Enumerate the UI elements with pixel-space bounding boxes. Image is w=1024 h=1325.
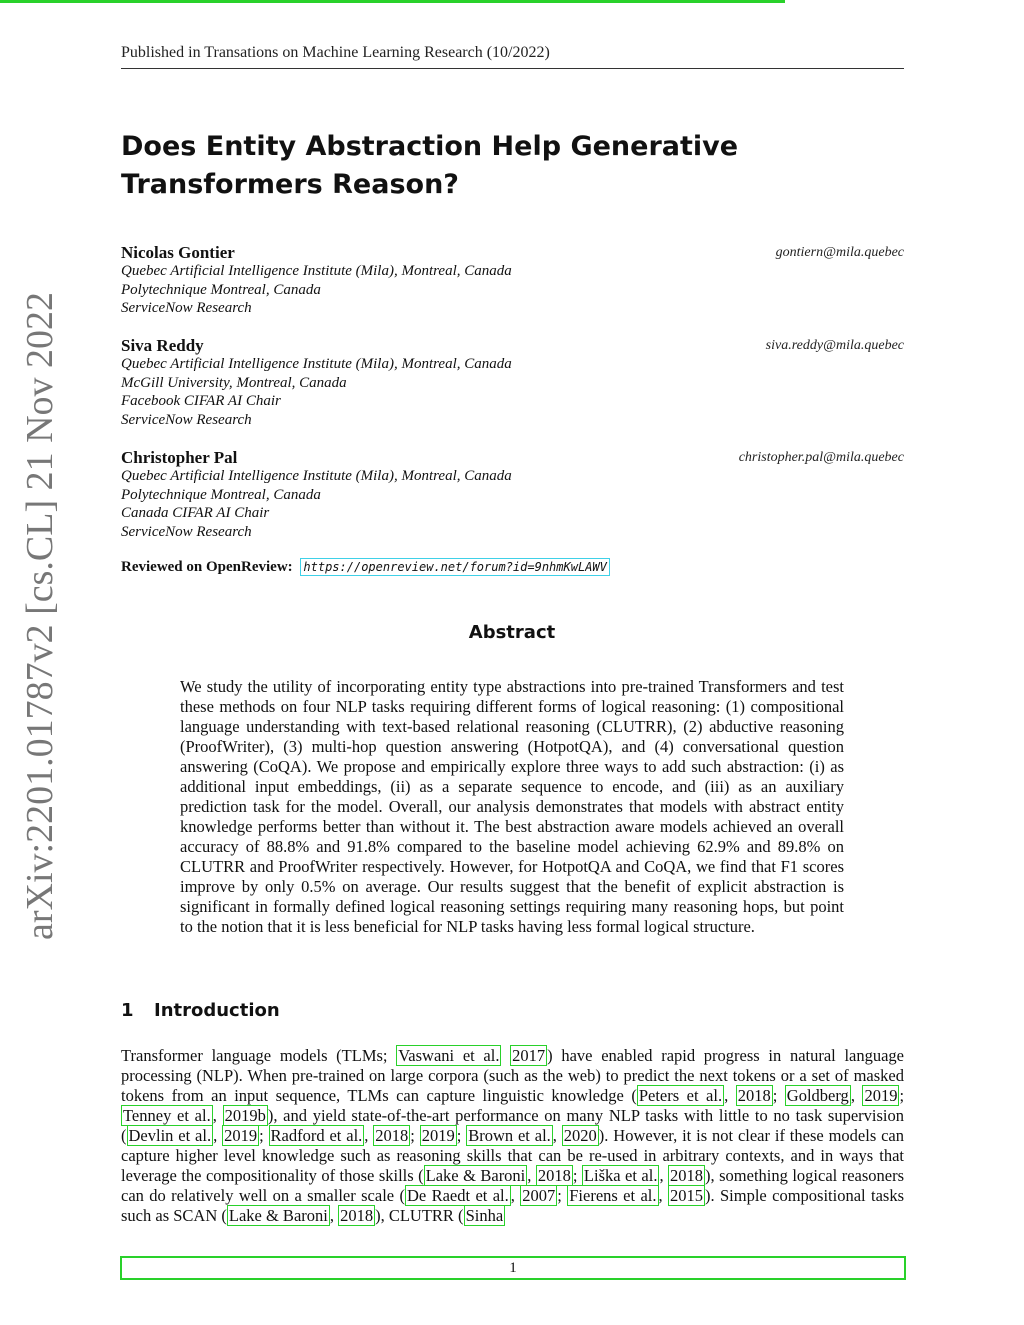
intro-text: ), something logical reasoners can do relatively well on a smaller scale ( xyxy=(121,1166,905,1205)
citation-link[interactable]: 2018 xyxy=(537,1166,571,1185)
citation-link[interactable]: 2019 xyxy=(421,1126,455,1145)
author-affiliation: Facebook CIFAR AI Chair xyxy=(121,393,281,409)
intro-paragraph: Transformer language models (TLMs; Vaswani et al. 2017 ) have enabled rapid progress in natural language processing (NLP). When pre-trained on large corpora (such as the web) to predict the next tokens or a set of masked tokens from an input sequence, TLMs can capture linguistic knowledge ( Peters et al. , 2018 ; Goldberg , 2019 ; Tenney et al. , 2019b ), and yield state-of-the-art performance on many NLP tasks with little to no task supervision ( Devlin et al. , 2019 ; Radford et al. , 2018 ; 2019 ; Brown et al. , 2020 ). However, it is not clear if these models can capture higher level knowledge such as reasoning skills that can be re-used in arbitrary contexts, and in ways that leverage the compositionality of those skills ( Lake & Baroni , 2018 ; Liška et al. , 2018 ), something logical reasoners can do relatively well on a smaller scale ( De Raedt et al. , 2007 ; Fierens et al. , 2015 ). Simple compositional tasks such as SCAN ( Lake & Baroni , 2018 ), CLUTRR ( Sinha xyxy=(121,1046,905,1225)
section-heading xyxy=(121,1000,280,1021)
citation-link[interactable]: Peters et al. xyxy=(638,1086,723,1105)
author-affiliation: Polytechnique Montreal, Canada xyxy=(121,486,321,503)
citation-link[interactable]: 2018 xyxy=(737,1086,771,1105)
author-email[interactable]: siva.reddy@mila.quebec xyxy=(765,338,904,353)
author-name: Christopher Pal xyxy=(121,448,238,467)
author-affiliation: Quebec Artificial Intelligence Institute (Mila), Montreal, Canada xyxy=(121,468,512,484)
author-affiliation: Canada CIFAR AI Chair xyxy=(121,505,270,521)
top-highlight-bar xyxy=(0,0,785,3)
author-affiliation: McGill University, Montreal, Canada xyxy=(121,374,347,391)
author-block xyxy=(121,336,904,429)
author-affiliation: Quebec Artificial Intelligence Institute (Mila), Montreal, Canada xyxy=(121,356,512,372)
arxiv-stamp: arXiv:2201.01787v2 [cs.CL] 21 Nov 2022 xyxy=(19,291,61,940)
page-number: 1 xyxy=(120,1256,906,1280)
citation-link[interactable]: Fierens et al. xyxy=(569,1186,657,1205)
abstract-heading: Abstract xyxy=(468,622,556,643)
citation-link[interactable]: Tenney et al. xyxy=(123,1106,211,1125)
citation-link[interactable]: Lake & Baroni xyxy=(228,1206,328,1225)
openreview-link[interactable]: https://openreview.net/forum?id=9nhmKwLAWV xyxy=(300,558,609,576)
citation-link[interactable]: 2019 xyxy=(864,1086,898,1105)
intro-text: ). However, it is not clear if these models can capture higher level knowledge such as reasoning skills that can be re-used in arbitrary contexts, and in ways that leverage the compositionality of those skills ( xyxy=(121,1126,905,1185)
intro-text: ), and yield state-of-the-art performance on many NLP tasks with little to no task supervision ( xyxy=(121,1106,905,1145)
author-affiliation: ServiceNow Research xyxy=(121,411,252,428)
author-block xyxy=(121,448,904,541)
section-number: 1 xyxy=(121,1000,134,1021)
citation-link[interactable]: 2015 xyxy=(670,1186,703,1205)
author-email[interactable]: christopher.pal@mila.quebec xyxy=(738,450,904,465)
citation-link[interactable]: 2019 xyxy=(224,1126,258,1145)
running-head: Published in Transations on Machine Learning Research (10/2022) xyxy=(121,44,904,69)
section-title: Introduction xyxy=(154,1000,280,1021)
intro-text: Transformer language models (TLMs; xyxy=(121,1046,397,1065)
paper-title: Does Entity Abstraction Help Generative Transformers Reason? xyxy=(121,131,739,200)
author-name: Siva Reddy xyxy=(121,336,204,355)
citation-link[interactable]: Goldberg xyxy=(786,1086,849,1105)
citation-link[interactable]: 2018 xyxy=(375,1126,409,1145)
author-affiliation: ServiceNow Research xyxy=(121,523,252,540)
author-email[interactable]: gontiern@mila.quebec xyxy=(775,245,904,260)
author-name: Nicolas Gontier xyxy=(121,243,235,262)
author-affiliation: Quebec Artificial Intelligence Institute (Mila), Montreal, Canada xyxy=(121,263,512,279)
citation-link[interactable]: 2020 xyxy=(563,1126,597,1145)
citation-link[interactable]: Sinha xyxy=(465,1206,504,1225)
intro-text: ). Simple compositional tasks such as SCAN ( xyxy=(121,1186,904,1225)
intro-text: ), CLUTRR ( xyxy=(375,1206,464,1225)
author-block xyxy=(121,243,904,318)
citation-link[interactable]: 2018 xyxy=(670,1166,704,1185)
citation-link[interactable]: 2018 xyxy=(340,1206,374,1225)
citation-link[interactable]: 2017 xyxy=(512,1046,546,1065)
citation-link[interactable]: Vaswani et al. xyxy=(398,1046,500,1065)
citation-link[interactable]: Radford et al. xyxy=(270,1126,363,1145)
review-line xyxy=(121,559,610,576)
citation-link[interactable]: 2007 xyxy=(522,1186,556,1205)
citation-link[interactable]: Lake & Baroni xyxy=(425,1166,526,1185)
review-label: Reviewed on OpenReview: xyxy=(121,559,293,575)
citation-link[interactable]: Liška et al. xyxy=(583,1166,658,1185)
citation-link[interactable]: De Raedt et al. xyxy=(406,1186,509,1205)
citation-link[interactable]: 2019b xyxy=(224,1106,266,1125)
abstract-text: We study the utility of incorporating entity type abstractions into pre-trained Transformers and test these methods on four NLP tasks requiring different forms of logical reasoning: (1) compositional language understanding with text-based relational reasoning (CLUTRR), (2) abductive reasoning (ProofWriter), (3) multi-hop question answering (HotpotQA), and (4) conversational question answering (CoQA). We propose and empirically explore three ways to add such abstraction: (i) as additional input embeddings, (ii) as a separate sequence to encode, and (iii) as an auxiliary prediction task for the model. Overall, our analysis demonstrates that models with abstract entity knowledge performs better than without it. The best abstraction aware models achieved an overall accuracy of 88.8% and 91.8% compared to the baseline model achieving 62.9% and 89.8% on CLUTRR and ProofWriter respectively. However, for HotpotQA and CoQA, we find that F1 scores improve by only 0.5% on average. Our results suggest that the benefit of explicit abstraction is significant in formally defined logical reasoning settings requiring many reasoning hops, but point to the notion that it is less beneficial for NLP tasks having less formal logical structure. xyxy=(180,677,844,936)
author-affiliation: Polytechnique Montreal, Canada xyxy=(121,281,321,298)
author-affiliation: ServiceNow Research xyxy=(121,300,252,316)
citation-link[interactable]: Brown et al. xyxy=(468,1126,551,1145)
intro-text: ) have enabled rapid progress in natural language processing (NLP). When pre-trained on large corpora (such as the web) to predict the next tokens or a set of masked tokens from an input sequence, TLMs can capture linguistic knowledge ( xyxy=(121,1046,904,1105)
citation-link[interactable]: Devlin et al. xyxy=(128,1126,212,1145)
